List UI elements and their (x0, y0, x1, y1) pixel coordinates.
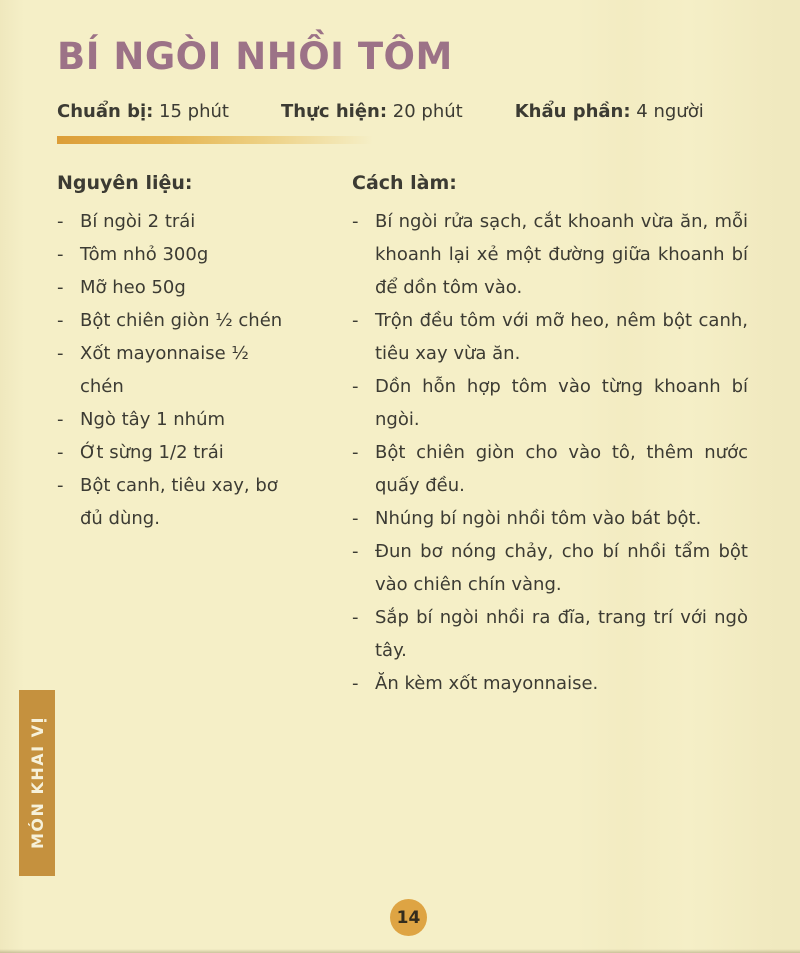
direction-step (352, 370, 748, 436)
dash-bullet: - (57, 210, 64, 232)
meta-servings (515, 101, 704, 122)
direction-text: Nhúng bí ngòi nhồi tôm vào bát bột. (375, 507, 702, 529)
ingredient-item (57, 304, 329, 337)
ingredient-text: Tôm nhỏ 300g (80, 243, 209, 265)
ingredient-item (57, 238, 329, 271)
meta-prep-time (57, 101, 229, 122)
ingredient-item (57, 403, 329, 436)
ingredient-text: Xốt mayonnaise ½ chén (80, 342, 249, 397)
dash-bullet: - (57, 243, 64, 265)
directions-list (352, 205, 748, 700)
direction-text: Sắp bí ngòi nhồi ra đĩa, trang trí với ngò tây. (375, 606, 748, 661)
meta-cook-label: Thực hiện: (280, 100, 388, 122)
dash-bullet: - (57, 342, 64, 364)
direction-step (352, 601, 748, 667)
page-number-badge (390, 899, 427, 936)
chapter-tab (19, 690, 55, 876)
orange-divider-bar (57, 136, 373, 144)
directions-heading: Cách làm: (352, 171, 457, 194)
dash-bullet: - (352, 375, 359, 397)
dash-bullet: - (57, 309, 64, 331)
ingredient-item (57, 337, 329, 403)
recipe-title: BÍ NGÒI NHỒI TÔM (57, 35, 453, 78)
dash-bullet: - (352, 210, 359, 232)
ingredients-heading: Nguyên liệu: (57, 171, 193, 194)
dash-bullet: - (57, 474, 64, 496)
dash-bullet: - (352, 606, 359, 628)
ingredient-text: Ngò tây 1 nhúm (80, 408, 226, 430)
ingredient-text: Bột chiên giòn ½ chén (80, 309, 283, 331)
dash-bullet: - (352, 540, 359, 562)
direction-step (352, 502, 748, 535)
two-column-layout (57, 172, 748, 700)
direction-step (352, 436, 748, 502)
direction-text: Đun bơ nóng chảy, cho bí nhồi tẩm bột vào chiên chín vàng. (375, 540, 748, 595)
ingredient-item (57, 271, 329, 304)
direction-step (352, 667, 748, 700)
direction-step (352, 304, 748, 370)
dash-bullet: - (352, 672, 359, 694)
direction-text: Bột chiên giòn cho vào tô, thêm nước quấy đều. (375, 441, 748, 496)
meta-cook-value: 20 phút (387, 100, 463, 122)
dash-bullet: - (352, 309, 359, 331)
directions-column (352, 172, 748, 700)
dash-bullet: - (57, 441, 64, 463)
meta-serving-value: 4 người (630, 100, 704, 122)
dash-bullet: - (352, 507, 359, 529)
ingredient-text: Bí ngòi 2 trái (80, 210, 196, 232)
direction-text: Ăn kèm xốt mayonnaise. (375, 672, 599, 694)
direction-step (352, 535, 748, 601)
meta-prep-label: Chuẩn bị: (57, 100, 154, 122)
ingredient-item (57, 436, 329, 469)
recipe-meta (57, 101, 748, 122)
meta-serving-label: Khẩu phần: (514, 100, 631, 122)
ingredient-text: Mỡ heo 50g (80, 276, 186, 298)
meta-cook-time (281, 101, 463, 122)
dash-bullet: - (57, 276, 64, 298)
dash-bullet: - (57, 408, 64, 430)
ingredient-item (57, 205, 329, 238)
dash-bullet: - (352, 441, 359, 463)
chapter-tab-label: MÓN KHAI VỊ (27, 716, 47, 850)
ingredient-text: Bột canh, tiêu xay, bơ đủ dùng. (80, 474, 278, 529)
ingredient-text: Ớt sừng 1/2 trái (80, 441, 224, 463)
direction-text: Bí ngòi rửa sạch, cắt khoanh vừa ăn, mỗi khoanh lại xẻ một đường giữa khoanh bí để dồn tôm vào. (375, 210, 748, 298)
ingredients-list (57, 205, 329, 535)
direction-step (352, 205, 748, 304)
ingredients-column (57, 172, 329, 535)
page-number: 14 (396, 907, 421, 928)
ingredient-item (57, 469, 329, 535)
direction-text: Trộn đều tôm với mỡ heo, nêm bột canh, tiêu xay vừa ăn. (375, 309, 748, 364)
direction-text: Dồn hỗn hợp tôm vào từng khoanh bí ngòi. (375, 375, 748, 430)
meta-prep-value: 15 phút (153, 100, 229, 122)
